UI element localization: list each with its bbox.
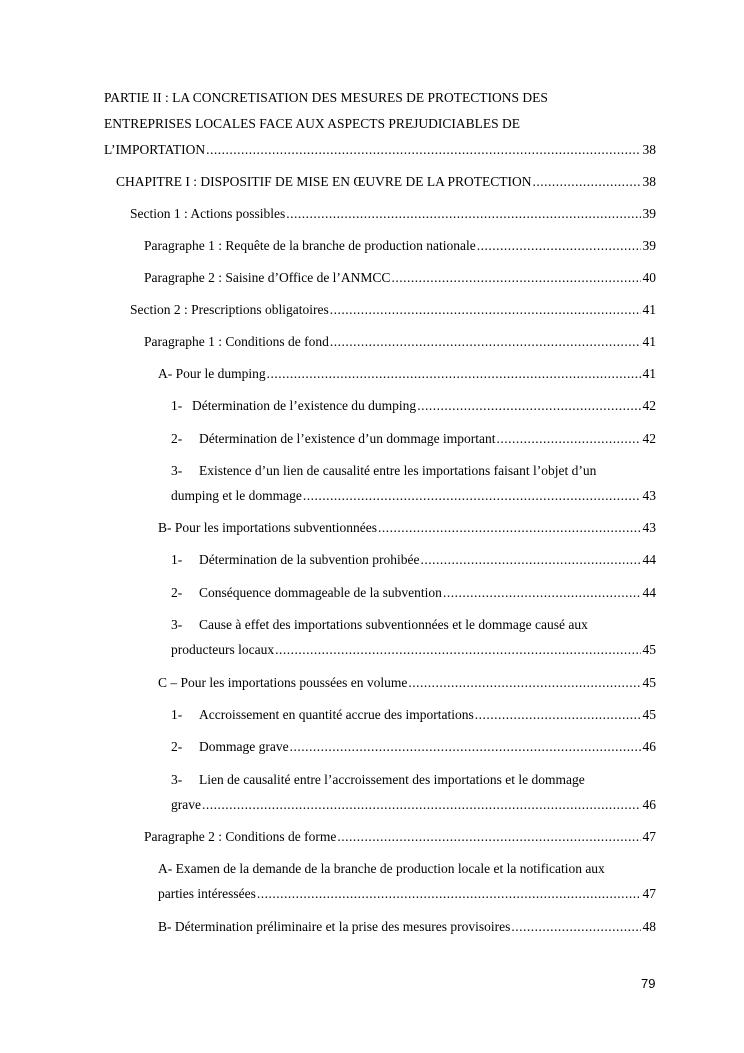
leader-dots [408, 674, 640, 692]
toc-item-c [158, 674, 656, 692]
item-number: 3- [171, 617, 183, 632]
leader-dots [477, 237, 641, 255]
toc-item-b3-cont: producteurs locaux [171, 642, 275, 657]
toc-item-c1-label [171, 706, 474, 724]
toc-item-b1-label [171, 551, 419, 569]
toc-item-c3-cont: grave [171, 797, 201, 812]
toc-s2-paragraph1-page: 41 [642, 334, 656, 349]
item-number: 2- [171, 739, 183, 754]
leader-dots [475, 706, 641, 724]
toc-item-c-page: 45 [642, 675, 656, 690]
toc-item-a-page: 41 [642, 366, 656, 381]
toc-item-c3-line1 [171, 771, 656, 789]
toc-chapter1 [116, 173, 656, 191]
toc-item-c1 [171, 706, 656, 724]
leader-dots [511, 918, 640, 936]
toc-item-a2-label [171, 430, 496, 448]
leader-dots [290, 738, 641, 756]
leader-dots [391, 269, 640, 287]
toc-part2-line1: PARTIE II : LA CONCRETISATION DES MESURES DE PROTECTIONS DES [104, 90, 548, 105]
item-text: Lien de causalité entre l’accroissement des importations et le dommage [199, 772, 585, 787]
toc-item-b2 [171, 584, 656, 602]
toc-item-a2 [171, 430, 656, 448]
leader-dots [202, 796, 641, 814]
toc-item-c2-label [171, 738, 289, 756]
toc-item-b-page: 43 [642, 520, 656, 535]
toc-item-c1-page: 45 [642, 707, 656, 722]
item-text: Détermination de la subvention prohibée [199, 552, 420, 567]
toc-item-c3-page: 46 [642, 797, 656, 812]
leader-dots [206, 141, 640, 159]
toc-section1-page: 39 [642, 206, 656, 221]
toc-item-a2-page: 42 [642, 431, 656, 446]
toc-item-a1-label [171, 397, 416, 415]
toc-item-a1-page: 42 [642, 398, 656, 413]
toc-item-c3-line2 [171, 796, 656, 814]
toc-item-pa-line1: A- Examen de la demande de la branche de production locale et la notification aux [158, 861, 605, 876]
item-text: Cause à effet des importations subventionnées et le dommage causé aux [199, 617, 588, 632]
toc-item-c-label: C – Pour les importations poussées en volume [158, 675, 408, 690]
toc-item-pa-page: 47 [642, 886, 656, 901]
leader-dots [330, 301, 641, 319]
toc-item-pa-line2 [158, 885, 656, 903]
leader-dots [337, 828, 640, 846]
toc-item-c2 [171, 738, 656, 756]
toc-item-b1 [171, 551, 656, 569]
item-number: 2- [171, 431, 183, 446]
toc-item-pb-page: 48 [642, 919, 656, 934]
toc-item-b1-page: 44 [642, 552, 656, 567]
toc-chapter1-label: CHAPITRE I : DISPOSITIF DE MISE EN ŒUVRE DE LA PROTECTION [116, 174, 532, 189]
item-number: 1- [171, 398, 183, 413]
toc-item-b2-label [171, 584, 442, 602]
item-number: 2- [171, 585, 183, 600]
leader-dots [417, 397, 640, 415]
leader-dots [330, 333, 641, 351]
toc-item-b-label: B- Pour les importations subventionnées [158, 520, 377, 535]
item-number: 1- [171, 552, 183, 567]
page-number: 79 [641, 976, 656, 991]
toc-section2 [130, 301, 656, 319]
toc-item-a3-line2 [171, 487, 656, 505]
toc-section1 [130, 205, 656, 223]
toc-s2-paragraph1 [144, 333, 656, 351]
item-text: Existence d’un lien de causalité entre les importations faisant l’objet d’un [199, 463, 597, 478]
toc-s1-paragraph2-label: Paragraphe 2 : Saisine d’Office de l’ANMCC [144, 270, 391, 285]
toc-s1-paragraph2-page: 40 [642, 270, 656, 285]
toc-item-c2-page: 46 [642, 739, 656, 754]
toc-item-b2-page: 44 [642, 585, 656, 600]
item-text: Détermination de l’existence d’un dommage important [199, 431, 496, 446]
item-text: Dommage grave [199, 739, 289, 754]
toc-item-b [158, 519, 656, 537]
leader-dots [303, 487, 641, 505]
toc-s2-paragraph2-page: 47 [642, 829, 656, 844]
leader-dots [443, 584, 641, 602]
toc-part2-line2: ENTREPRISES LOCALES FACE AUX ASPECTS PREJUDICIABLES DE [104, 116, 521, 131]
leader-dots [286, 205, 640, 223]
toc-item-pb-label: B- Détermination préliminaire et la prise des mesures provisoires [158, 919, 511, 934]
toc-item-b3-page: 45 [642, 642, 656, 657]
item-number: 3- [171, 463, 183, 478]
toc-part2-title-end: L’IMPORTATION [104, 142, 206, 157]
toc-chapter1-page: 38 [642, 174, 656, 189]
leader-dots [267, 365, 641, 383]
toc-section2-page: 41 [642, 302, 656, 317]
toc-part2-page: 38 [642, 142, 656, 157]
toc-s1-paragraph1 [144, 237, 656, 255]
leader-dots [257, 885, 641, 903]
toc-item-a3-line1 [171, 462, 656, 480]
toc-item-a1 [171, 397, 656, 415]
item-text: Accroissement en quantité accrue des importations [199, 707, 474, 722]
toc-s2-paragraph2 [144, 828, 656, 846]
toc-item-a3-cont: dumping et le dommage [171, 488, 302, 503]
toc-item-a-label: A- Pour le dumping [158, 366, 266, 381]
toc-item-pa-cont: parties intéressées [158, 886, 256, 901]
toc-item-a [158, 365, 656, 383]
leader-dots [497, 430, 641, 448]
leader-dots [275, 641, 640, 659]
toc-s2-paragraph1-label: Paragraphe 1 : Conditions de fond [144, 334, 329, 349]
item-text: Détermination de l’existence du dumping [192, 398, 417, 413]
item-text: Conséquence dommageable de la subvention [199, 585, 442, 600]
toc-item-pb [158, 918, 656, 936]
item-number: 1- [171, 707, 183, 722]
toc-item-b3-line1 [171, 616, 656, 634]
toc-part2-line3 [104, 141, 656, 159]
item-number: 3- [171, 772, 183, 787]
toc-s2-paragraph2-label: Paragraphe 2 : Conditions de forme [144, 829, 337, 844]
leader-dots [533, 173, 641, 191]
leader-dots [378, 519, 641, 537]
toc-section2-label: Section 2 : Prescriptions obligatoires [130, 302, 329, 317]
toc-s1-paragraph1-page: 39 [642, 238, 656, 253]
toc-s1-paragraph1-label: Paragraphe 1 : Requête de la branche de production nationale [144, 238, 476, 253]
toc-item-b3-line2 [171, 641, 656, 659]
leader-dots [420, 551, 640, 569]
toc-item-a3-page: 43 [642, 488, 656, 503]
toc-section1-label: Section 1 : Actions possibles [130, 206, 286, 221]
toc-s1-paragraph2 [144, 269, 656, 287]
